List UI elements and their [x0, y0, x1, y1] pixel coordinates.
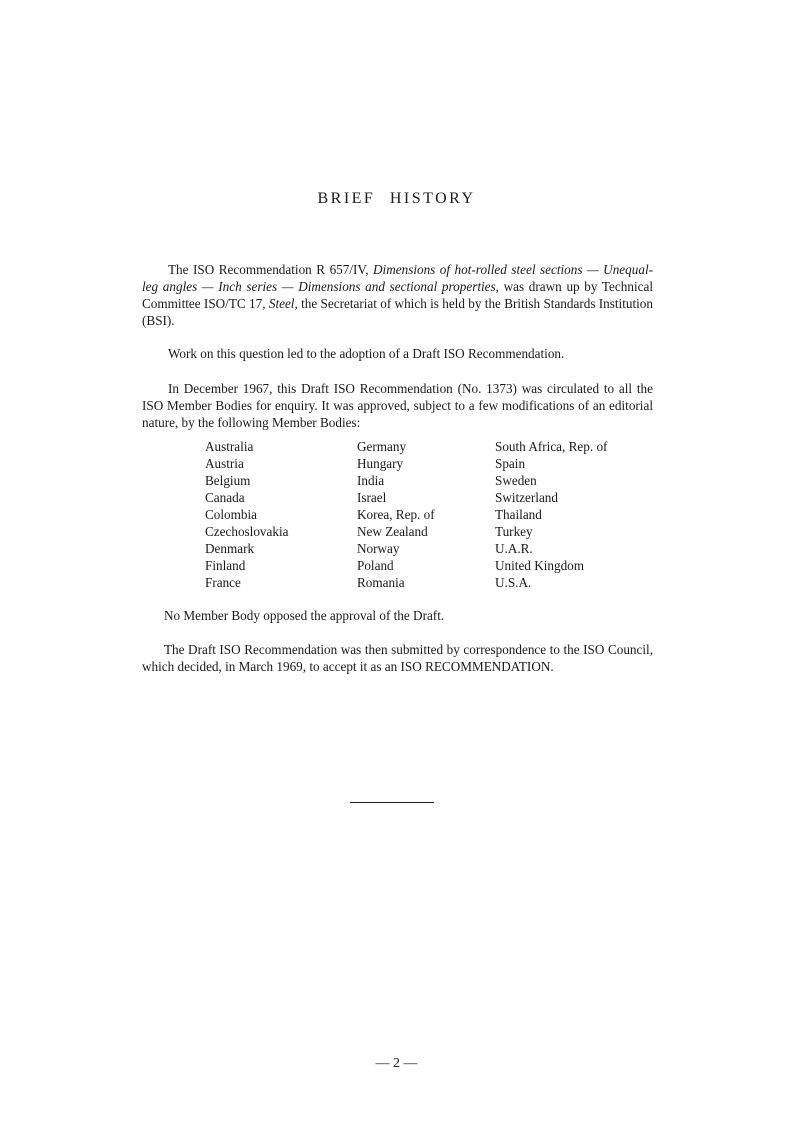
end-rule-divider: [350, 802, 434, 803]
paragraph-no-opposition: [142, 607, 653, 624]
country-item: Canada: [205, 490, 245, 505]
para1-text-3: was drawn up by Technical Committee ISO/TC 17,: [142, 279, 653, 311]
paragraph-adoption: [142, 345, 653, 362]
member-bodies-column-3: [495, 438, 607, 591]
country-item: Thailand: [495, 507, 542, 522]
paragraph-council-decision: [142, 641, 653, 675]
country-item: Poland: [357, 558, 394, 573]
country-item: New Zealand: [357, 524, 428, 539]
country-item: Colombia: [205, 507, 258, 522]
country-item: Hungary: [357, 456, 404, 471]
page-title: BRIEF HISTORY: [317, 190, 476, 207]
para1-text-5: the Secretariat of which is held by the British Standards Institution (BSI).: [142, 296, 653, 328]
para3-text: In December 1967, this Draft ISO Recommendation (No. 1373) was circulated to all the ISO Member Bodies for enquiry. It was approved, subject to a few modifications of an editorial nature, by the following Member Bodies:: [142, 381, 653, 430]
country-item: France: [205, 575, 241, 590]
country-item: Belgium: [205, 473, 251, 488]
country-item: Czechoslovakia: [205, 524, 289, 539]
country-item: Finland: [205, 558, 246, 573]
country-item: U.S.A.: [495, 575, 532, 590]
paragraph-drafting: [142, 261, 653, 329]
country-item: Spain: [495, 456, 526, 471]
para1-standard-title: Dimensions of hot-rolled steel sections — Unequal-leg angles — Inch series — Dimensions and sectional properties,: [142, 262, 653, 294]
country-item: Sweden: [495, 473, 537, 488]
country-item: United Kingdom: [495, 558, 585, 573]
country-item: Israel: [357, 490, 387, 505]
paragraph-enquiry: [142, 380, 653, 431]
country-item: Switzerland: [495, 490, 558, 505]
page-number: — 2 —: [375, 1056, 418, 1071]
para4-text: No Member Body opposed the approval of the Draft.: [164, 608, 445, 623]
country-item: Norway: [357, 541, 400, 556]
country-item: Korea, Rep. of: [357, 507, 435, 522]
para1-text-1: The ISO Recommendation R 657/IV,: [168, 262, 374, 277]
country-item: Romania: [357, 575, 405, 590]
country-item: Turkey: [495, 524, 533, 539]
country-item: Denmark: [205, 541, 255, 556]
country-item: Austria: [205, 456, 244, 471]
para1-committee-name: Steel,: [268, 296, 298, 311]
member-bodies-column-1: [205, 438, 289, 591]
country-item: South Africa, Rep. of: [495, 439, 608, 454]
country-item: Australia: [205, 439, 254, 454]
country-item: U.A.R.: [495, 541, 533, 556]
para5-text: The Draft ISO Recommendation was then submitted by correspondence to the ISO Council, which decided, in March 1969, to accept it as an ISO RECOMMENDATION.: [142, 642, 653, 674]
member-bodies-column-2: [357, 438, 435, 591]
country-item: India: [357, 473, 385, 488]
para2-text: Work on this question led to the adoption of a Draft ISO Recommendation.: [168, 346, 565, 361]
country-item: Germany: [357, 439, 407, 454]
